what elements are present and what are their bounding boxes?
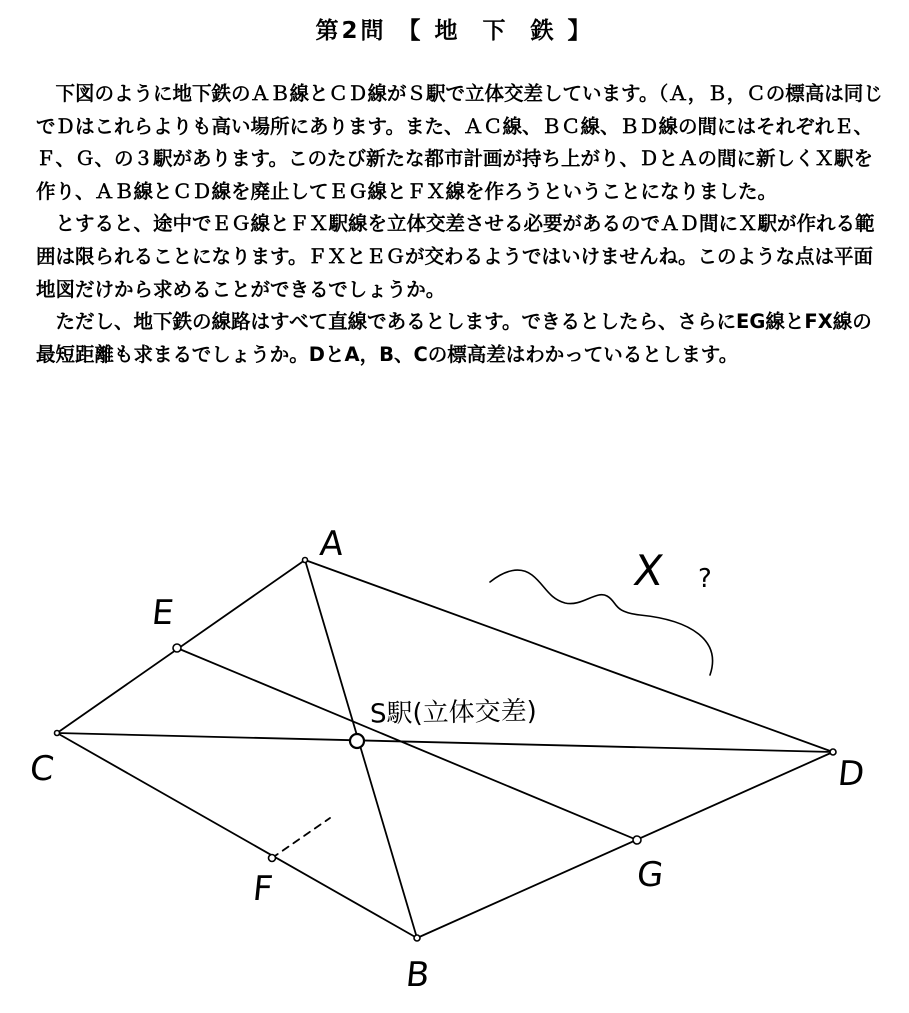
station-d-marker (830, 749, 836, 755)
paragraph-1: 下図のように地下鉄のＡＢ線とＣＤ線がＳ駅で立体交差しています。（Ａ，Ｂ，Ｃの標高は同じでＤはこれらよりも高い場所にあります。また、ＡＣ線、ＢＣ線、ＢＤ線の間にはそれぞれＥ、Ｆ、Ｇ、の３駅があります。このたび新たな都市計画が持ち上がり、ＤとＡの間に新しくＸ駅を作り、ＡＢ線とＣＤ線を廃止してＥＧ線とＦＸ線を作ろうということになりました。 (36, 82, 883, 203)
label-b: B (403, 955, 432, 995)
line-bd (417, 752, 833, 938)
x-range-curve (490, 570, 713, 675)
line-cd (57, 733, 833, 752)
station-a-marker (303, 558, 308, 563)
label-c: C (27, 749, 56, 789)
label-f: F (250, 869, 275, 909)
paragraph-3: ただし、地下鉄の線路はすべて直線であるとします。できるとしたら、さらにEG線とFX線の最短距離も求まるでしょうか。DとA，B、Cの標高差はわかっているとします。 (36, 310, 872, 366)
line-ab (305, 560, 417, 938)
station-b-marker (414, 935, 420, 941)
problem-title: 第2問 【 地 下 鉄 】 (315, 18, 594, 44)
paragraph-2: とすると、途中でＥＧ線とＦＸ駅線を立体交差させる必要があるのでＡＤ間にＸ駅が作れる範囲は限られることになります。ＦＸとＥＧが交わるようではいけませんね。このような点は平面地図だけから求めることができるでしょうか。 (36, 212, 875, 301)
station-c-marker (55, 731, 60, 736)
label-x-question: ? (698, 564, 712, 594)
label-g: G (634, 855, 666, 895)
line-cb (57, 733, 417, 938)
label-x: X (630, 546, 667, 595)
label-a: A (317, 524, 346, 564)
station-s-note: S駅(立体交差) (369, 696, 538, 730)
line-fx-dashed (272, 818, 330, 858)
station-s-marker (350, 734, 364, 748)
station-g-marker (633, 836, 641, 844)
station-e-marker (173, 644, 181, 652)
label-e: E (149, 593, 176, 633)
line-eg (177, 648, 637, 840)
label-d: D (835, 754, 867, 794)
station-f-marker (269, 855, 276, 862)
